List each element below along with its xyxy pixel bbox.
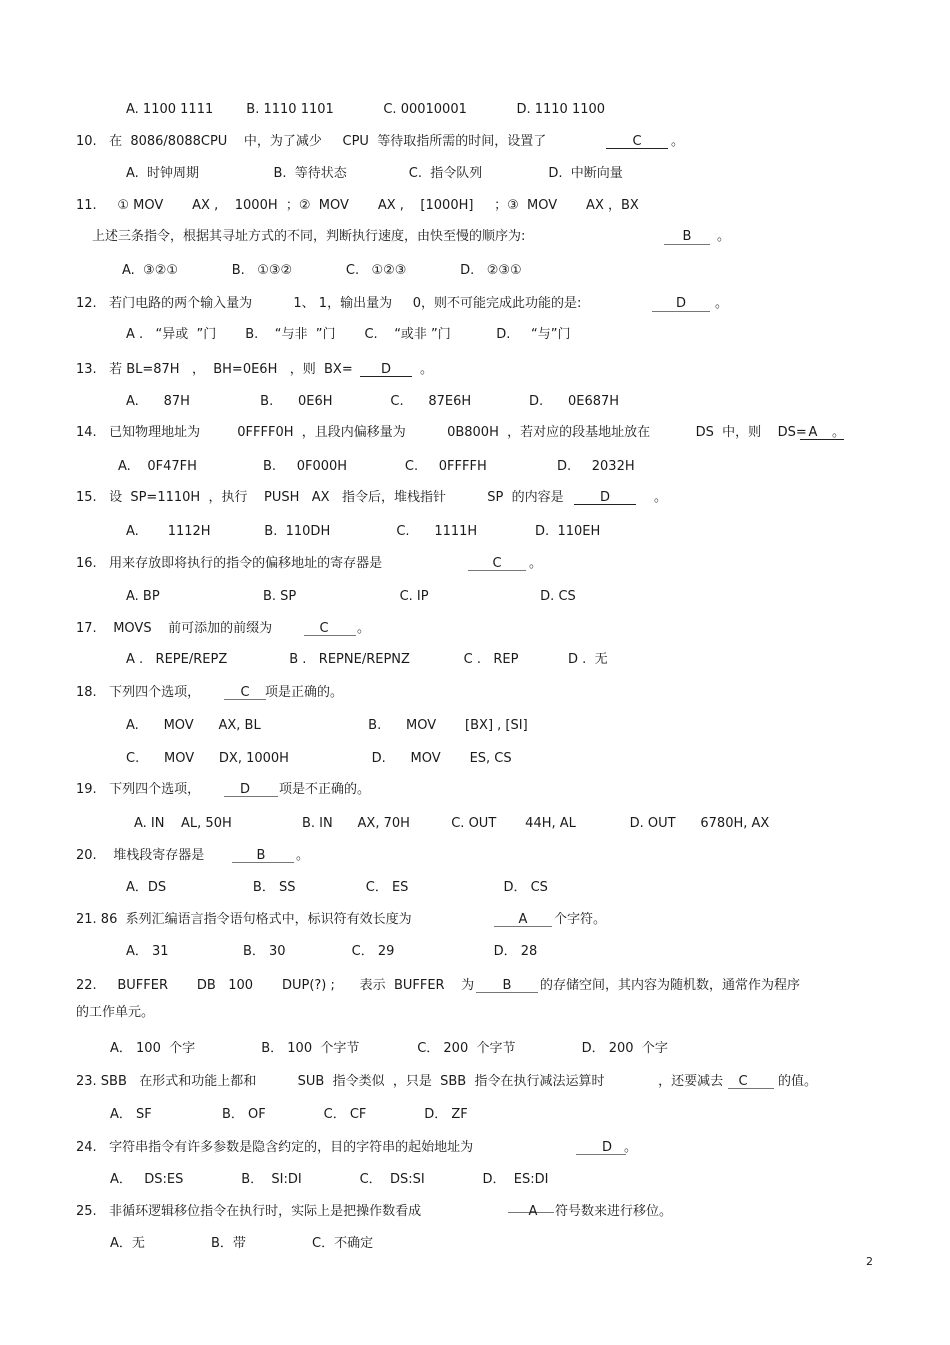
- q18-stem: 18. 下列四个选项，: [76, 685, 201, 700]
- q18-answer: C: [240, 685, 250, 700]
- page-number: 2: [866, 1255, 873, 1268]
- q21-options: A． 31 B． 30 C． 29 D． 28: [126, 944, 538, 959]
- q12-tail: 。: [715, 296, 729, 311]
- q12-options: A . “异或 ”门 B. “与非 ”门 C. “或非 ”门 D. “与”门: [126, 327, 571, 342]
- q10-answer: C: [632, 134, 642, 149]
- q10-options: A. 时钟周期 B. 等待状态 C. 指令队列 D. 中断向量: [126, 166, 623, 181]
- q11-tail: 。: [717, 229, 731, 244]
- q22-tail: 的存储空间，其内容为随机数，通常作为程序: [540, 978, 801, 993]
- q24-answer: D: [601, 1140, 612, 1155]
- q19-options: A. IN AL, 50H B. IN AX, 70H C. OUT 44H, AL D. OUT 6780H, AX: [134, 816, 770, 831]
- q23-tail: 的值。: [778, 1074, 818, 1089]
- q14-tail: 。: [832, 425, 846, 440]
- q15-options: A. 1112H B. 110DH C. 1111H D. 110EH: [126, 524, 601, 539]
- q11-options: A. ③②① B. ①③② C. ①②③ D. ②③①: [122, 263, 522, 278]
- q16-answer: C: [492, 556, 502, 571]
- q22-stem-2: 的工作单元。: [76, 1005, 155, 1020]
- q22-answer: B: [502, 978, 512, 993]
- q24-options: A． DS:ES B． SI:DI C． DS:SI D． ES:DI: [110, 1172, 549, 1187]
- q10-stem: 10. 在 8086/8088CPU 中，为了减少 CPU 等待取指所需的时间，设置了: [76, 134, 547, 149]
- q16-stem: 16. 用来存放即将执行的指令的偏移地址的寄存器是: [76, 556, 383, 571]
- q24-stem: 24. 字符串指令有许多参数是隐含约定的，目的字符串的起始地址为: [76, 1140, 474, 1155]
- q17-tail: 。: [357, 621, 371, 636]
- q17-stem: 17. MOVS 前可添加的前缀为: [76, 621, 273, 636]
- q23-options: A． SF B． OF C． CF D． ZF: [110, 1107, 468, 1122]
- q14-stem: 14. 已知物理地址为 0FFFF0H ，且段内偏移量为 0B800H ，若对应的段基地址放在 DS 中，则 DS=: [76, 425, 807, 440]
- q18-tail: 项是正确的。: [265, 685, 344, 700]
- q10-tail: 。: [671, 134, 685, 149]
- q15-tail: 。: [654, 490, 668, 505]
- q20-tail: 。: [296, 848, 310, 863]
- q13-options: A. 87H B. 0E6H C. 87E6H D. 0E687H: [126, 394, 620, 409]
- q24-tail: 。: [624, 1140, 638, 1155]
- q21-answer: A: [518, 912, 528, 927]
- q11-stem: 11. ① MOV AX , 1000H ；② MOV AX , [1000H] ；③ MOV AX ，BX: [76, 198, 639, 213]
- q16-tail: 。: [529, 556, 543, 571]
- q18-options-cd: C. MOV DX, 1000H D. MOV ES, CS: [126, 751, 512, 766]
- q20-options: A．DS B． SS C． ES D． CS: [126, 880, 548, 895]
- q19-answer: D: [239, 782, 250, 797]
- q25-options: A．无 B．带 C．不确定: [110, 1236, 374, 1251]
- q25-stem: 25. 非循环逻辑移位指令在执行时，实际上是把操作数看成: [76, 1204, 422, 1219]
- q14-answer: A: [808, 425, 818, 440]
- q15-answer: D: [599, 490, 610, 505]
- q23-answer: C: [738, 1074, 748, 1089]
- q23-stem: 23. SBB 在形式和功能上都和 SUB 指令类似 ，只是 SBB 指令在执行减法运算时 ，还要减去: [76, 1074, 724, 1089]
- q13-tail: 。: [420, 362, 434, 377]
- q22-stem: 22. BUFFER DB 100 DUP(?) ; 表示 BUFFER 为: [76, 978, 475, 993]
- q16-options: A. BP B. SP C. IP D. CS: [126, 589, 576, 604]
- q19-stem: 19. 下列四个选项，: [76, 782, 201, 797]
- q13-stem: 13. 若 BL=87H ， BH=0E6H ，则 BX=: [76, 362, 353, 377]
- q11-stem-2: 上述三条指令，根据其寻址方式的不同，判断执行速度，由快至慢的顺序为:: [92, 229, 526, 244]
- q14-options: A. 0F47FH B. 0F000H C. 0FFFFH D. 2032H: [118, 459, 635, 474]
- q19-tail: 项是不正确的。: [279, 782, 371, 797]
- q13-answer: D: [380, 362, 391, 377]
- q17-options: A . REPE/REPZ B . REPNE/REPNZ C . REP D . 无: [126, 652, 608, 667]
- q11-answer: B: [682, 229, 692, 244]
- q20-stem: 20. 堆栈段寄存器是: [76, 848, 205, 863]
- q18-options-ab: A. MOV AX, BL B. MOV [BX] , [SI]: [126, 718, 528, 733]
- q17-answer: C: [319, 621, 329, 636]
- q22-options: A． 100 个字 B． 100 个字节 C． 200 个字节 D． 200 个字: [110, 1041, 668, 1056]
- q21-tail: 个字符。: [554, 912, 607, 927]
- q9-options: A. 1100 1111 B. 1110 1101 C. 00010001 D. 1110 1100: [126, 102, 606, 117]
- q12-stem: 12. 若门电路的两个输入量为 1、 1，输出量为 0，则不可能完成此功能的是:: [76, 296, 582, 311]
- q12-answer: D: [675, 296, 686, 311]
- q15-stem: 15. 设 SP=1110H ，执行 PUSH AX 指令后，堆栈指针 SP 的内容是: [76, 490, 564, 505]
- q20-answer: B: [256, 848, 266, 863]
- q25-tail: 符号数来进行移位。: [555, 1204, 673, 1219]
- q21-stem: 21. 86 系列汇编语言指令语句格式中，标识符有效长度为: [76, 912, 412, 927]
- q25-answer: A: [528, 1204, 538, 1219]
